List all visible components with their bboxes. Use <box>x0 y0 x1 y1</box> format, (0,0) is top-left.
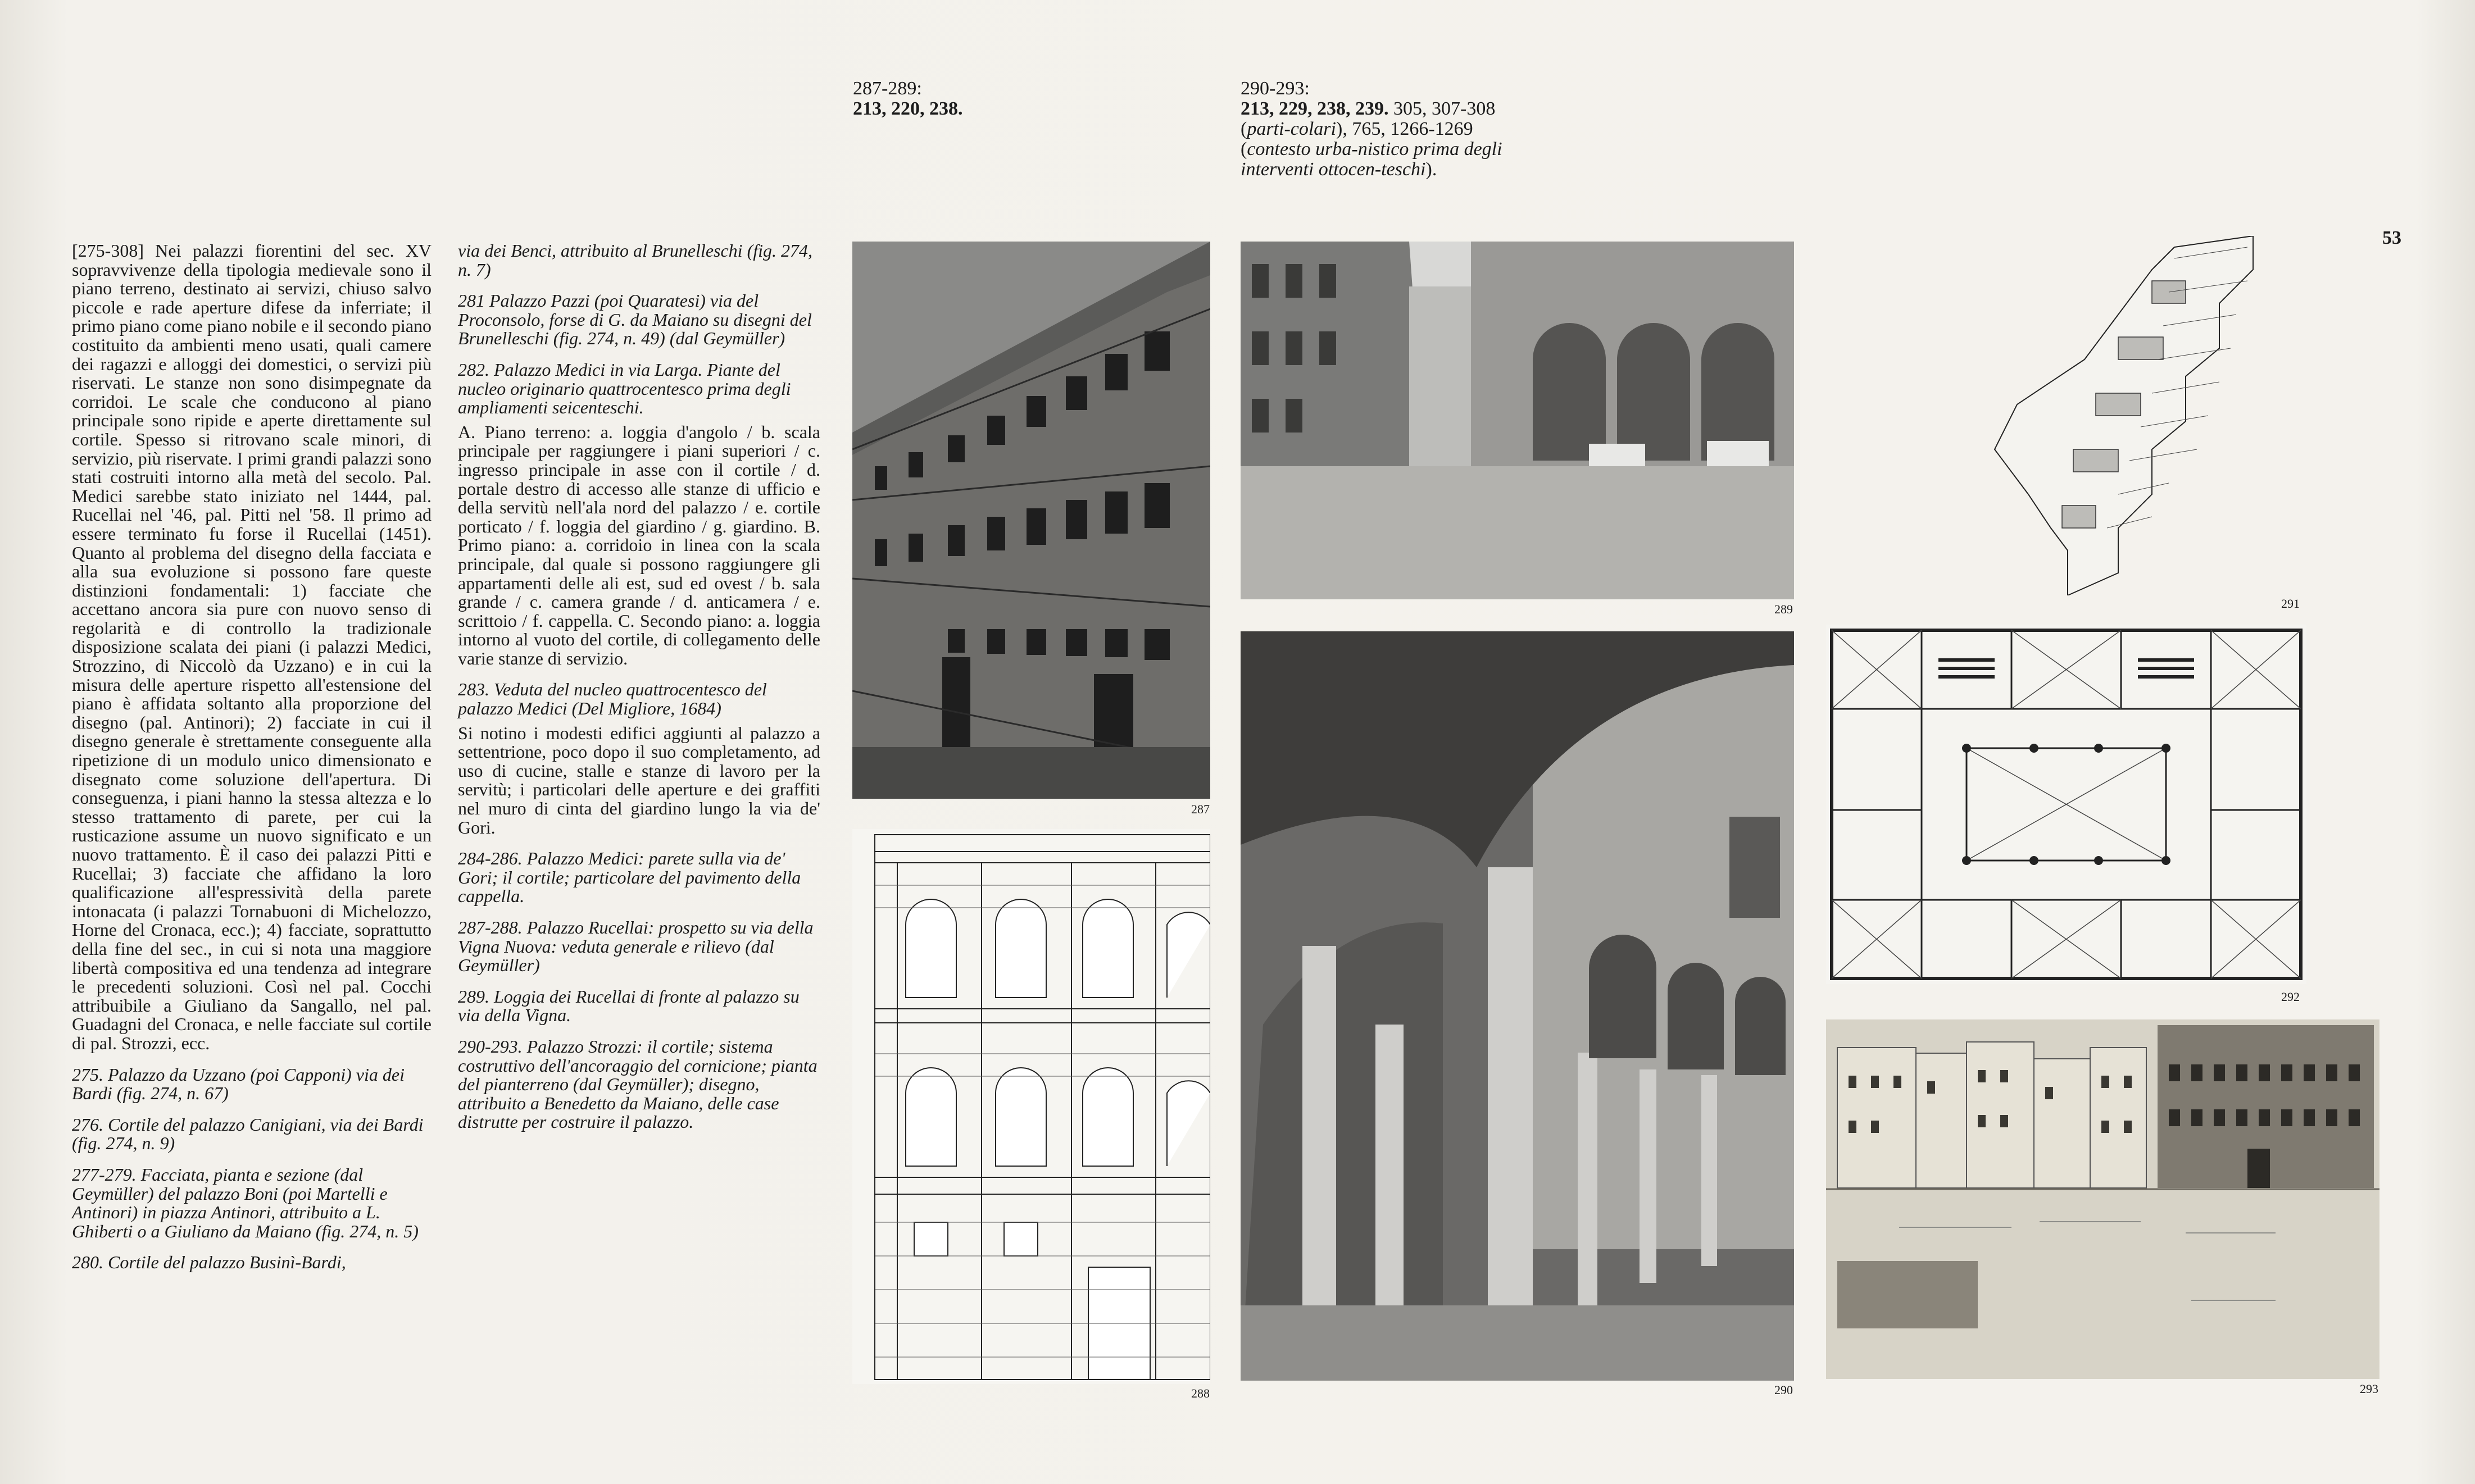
figure-291-drawing <box>1983 236 2312 595</box>
rucellai-elevation-drawing <box>852 829 1210 1384</box>
figure-293-drawing <box>1826 1019 2379 1379</box>
figure-292-plan <box>1826 625 2306 984</box>
caption-287-288: 287-288. Palazzo Rucellai: prospetto su via della Vigna Nuova: veduta generale e rilievo (dal Geymüller) <box>458 917 814 976</box>
caption-275: 275. Palazzo da Uzzano (poi Capponi) via dei Bardi (fig. 274, n. 67) <box>72 1064 405 1104</box>
caption-290-293: 290-293. Palazzo Strozzi: il cortile; sistema costruttivo dell'ancoraggio del cornicione; pianta del pianterreno (dal Geymüller); disegno, attribuito a Benedetto da Maiano, delle case distrutte per costruire il palazzo. <box>458 1036 818 1132</box>
caption-284-286: 284-286. Palazzo Medici: parete sulla via de' Gori; il cortile; particolare del pavimento della cappella. <box>458 848 801 907</box>
caption-276: 276. Cortile del palazzo Canigiani, via dei Bardi (fig. 274, n. 9) <box>72 1114 424 1154</box>
caption-281: 281 Palazzo Pazzi (poi Quaratesi) via del Proconsolo, forse di G. da Maiano su disegni del Brunelleschi (fig. 274, n. 49) (dal Geymüller) <box>458 290 812 349</box>
figure-number-287: 287 <box>1191 802 1210 816</box>
figure-290-photo <box>1241 631 1794 1381</box>
figure-287-photo <box>852 242 1210 799</box>
reference-range: 290-293: <box>1241 78 1310 99</box>
reference-plain: ). <box>1425 159 1437 180</box>
reference-range: 287-289: <box>853 78 922 99</box>
show-through-text <box>79 51 472 112</box>
loggia-street-photo <box>1241 242 1794 599</box>
caption-280: 280. Cortile del palazzo Businì-Bardi, <box>72 1252 346 1273</box>
figure-288-drawing <box>852 829 1210 1384</box>
page-number: 53 <box>2382 227 2401 248</box>
caption-280-cont: via dei Benci, attribuito al Brunelleschi (fig. 274, n. 7) <box>458 240 812 280</box>
reference-numbers: 213, 220, 238. <box>853 98 963 119</box>
houses-historic-drawing <box>1826 1019 2379 1379</box>
reference-287-289 <box>853 79 1078 119</box>
plan-description: A. Piano terreno: a. loggia d'angolo / b. scala principale per raggiungere i piani superiori / c. ingresso principale in asse con il cortile / d. portale destro di accesso alle stanze di ufficio e della servitù nell'ala nord del palazzo / e. cortile porticato / f. loggia del giardino / g. giardino. B. Primo piano: a. corridoio in linea con la scala principale, dal quale si possono raggiungere gli appartamenti delle ali est, sud ed ovest / b. sala grande / c. camera grande / d. anticamera / e. scrittoio / f. cappella. C. Secondo piano: a. loggia intorno al vuoto del cortile, di collegamento delle varie stanze di servizio. <box>458 421 820 668</box>
reference-plain: ), 765, 1266-1269 ( <box>1241 119 1473 160</box>
figure-number-293: 293 <box>2360 1382 2378 1396</box>
reference-text <box>1241 99 1533 180</box>
strozzi-courtyard-photo <box>1241 631 1794 1381</box>
figure-number-291: 291 <box>2281 597 2300 611</box>
caption-282: 282. Palazzo Medici in via Larga. Piante del nucleo originario quattrocentesco prima degli ampliamenti seicenteschi. <box>458 359 791 418</box>
figure-number-290: 290 <box>1774 1383 1793 1397</box>
cornice-construction-drawing <box>1983 236 2312 595</box>
text-column-1 <box>72 242 432 1285</box>
strozzi-floor-plan <box>1826 625 2306 984</box>
reference-290-293 <box>1241 79 1533 180</box>
figure-number-289: 289 <box>1774 602 1793 616</box>
text-column-2 <box>458 242 820 1144</box>
body-paragraph: [275-308] Nei palazzi fiorentini del sec. XV sopravvivenze della tipologia medievale sono il piano terreno, destinato ai servizi, chiuso salvo piccole e rade aperture difese da inferriate; il primo piano come piano nobile e il secondo piano costituito da ambienti meno usati, quali camere dei ragazzi e alloggi dei domestici, o servizi più riservati. Le stanze non sono disimpegnate da corridoi. Le scale che conducono al piano principale sono ripide e aperte direttamente sul cortile. Spesso si ritrovano scale minori, di servizio, più riservate. I primi grandi palazzi sono stati costruiti intorno alla metà del secolo. Pal. Medici sarebbe stato iniziato nel 1444, pal. Rucellai nel '46, pal. Pitti nel '58. Il primo ad essere terminato fu forse il Rucellai (1451). Quanto al problema del disegno della facciata e alla sua evoluzione si possono fare queste distinzioni fondamentali: 1) facciate che accettano ancora sia pure con nuovo senso di regolarità e di controllo la tradizionale disposizione scalata dei piani (i palazzi Medici, Strozzino, di Niccolò da Uzzano) e in cui la misura delle aperture rispetto all'estensione del piano è affidata soltanto alla proporzione del disegno (pal. Antinori); 2) facciate in cui il disegno generale è strettamente conseguente alla ripetizione di un modulo unico dimensionato e disegnato come soluzione dell'apertura. Di conseguenza, i piani hanno la stessa altezza e lo stesso trattamento di parete, per cui la rusticazione assume un nuovo significato e un nuovo trattamento. È il caso dei palazzi Pitti e Rucellai; 3) facciate che affidano la loro qualificazione all'espressività della parete intonacata (i palazzi Tornabuoni di Michelozzo, Horne del Cronaca, ecc.); 4) facciate, soprattutto della fine del sec., in cui si nota una maggiore libertà compositiva ed una tendenza ad integrare le precedenti soluzioni. Così nel pal. Cocchi attribuibile a Giuliano da Sangallo, nel pal. Guadagni del Cronaca, e nelle facciate sul cortile di pal. Strozzi, ecc. <box>72 240 432 1053</box>
figure-289-photo <box>1241 242 1794 599</box>
text-283: Si notino i modesti edifici aggiunti al palazzo a settentrione, poco dopo il suo completamento, ad uso di cucine, stalle e stanze di lavoro per la servitù; i particolari delle aperture e dei graffiti nel muro di cinta del giardino lungo la via de' Gori. <box>458 722 820 837</box>
reference-italic: parti-colari <box>1247 119 1336 139</box>
reference-plain: 305, 307-308 ( <box>1241 98 1496 139</box>
figure-number-292: 292 <box>2281 990 2300 1004</box>
reference-italic: contesto urba-nistico prima degli interventi ottocen-teschi <box>1241 139 1502 180</box>
caption-289: 289. Loggia dei Rucellai di fronte al palazzo su via della Vigna. <box>458 986 800 1026</box>
reference-numbers: 213, 229, 238, 239. <box>1241 98 1389 119</box>
rucellai-facade-photo <box>852 242 1210 799</box>
figure-number-288: 288 <box>1191 1386 1210 1400</box>
caption-283: 283. Veduta del nucleo quattrocentesco del palazzo Medici (Del Migliore, 1684) <box>458 679 767 719</box>
caption-277-279: 277-279. Facciata, pianta e sezione (dal Geymüller) del palazzo Boni (poi Martelli e Antinori) in piazza Antinori, attribuito a L. Ghiberti o a Giuliano da Maiano (fig. 274, n. 5) <box>72 1164 419 1241</box>
